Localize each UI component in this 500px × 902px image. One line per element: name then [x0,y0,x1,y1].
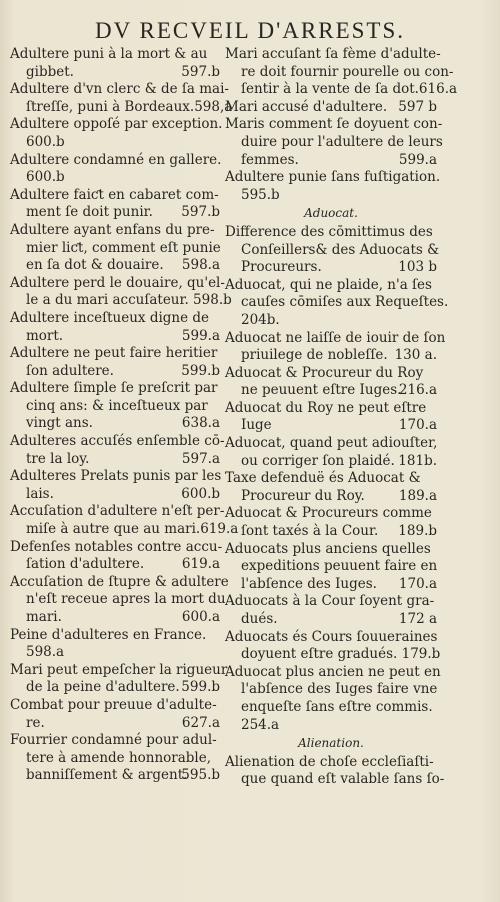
index-entry [225,223,440,277]
entry-line [10,468,220,486]
entry-text: Iuge [241,417,272,434]
page-reference: 189.a [398,487,437,504]
entry-text: 254.a [241,716,280,733]
entry-line [225,347,437,365]
index-entry [225,116,443,169]
page-reference: 599.b [181,679,220,696]
entry-text: le a du mari accuſateur. 598.b [26,292,232,309]
entry-line [10,398,220,416]
entry-text: Mari accusé d'adultere. [225,98,388,115]
entry-line [10,204,220,222]
entry-line [225,754,437,772]
entry-line [10,767,220,785]
entry-text: Adultere ne peut faire heritier [10,345,218,362]
entry-text: gibbet. [26,63,74,80]
entry-text: l'abſence des Iuges faire vne [241,681,438,698]
entry-line [225,400,437,418]
index-entry [10,380,220,433]
entry-line [10,486,220,504]
entry-text: expeditions peuuent faire en [241,558,438,575]
entry-text: Mari accuſant ſa fème d'adulte- [225,46,441,62]
running-head: DV RECVEIL D'ARRESTS. [94,18,406,43]
index-entry [225,169,441,204]
entry-line [10,345,220,363]
entry-text: Taxe defenduë és Aduocat & [225,470,421,487]
entry-text: cauſes cōmiſes aux Requeſtes. [241,294,449,311]
page-reference: 599.a [398,151,437,168]
index-entry [225,329,446,365]
entry-text: priuilege de nobleſſe. [241,347,388,364]
entry-line [10,591,226,609]
entry-text: 600.b [26,169,65,186]
index-entry [10,468,220,503]
entry-text: que quand eſt valable ſans ſo- [241,771,445,788]
index-entry [10,187,220,222]
entry-text: Adultere ſimple ſe preſcrit par [10,380,218,397]
entry-line [10,644,220,662]
entry-line [225,63,454,82]
page-reference: 627.a [181,714,220,731]
entry-text: Aduocats és Cours ſouueraines [225,628,438,645]
entry-text: l'abſence des Iuges. [241,575,377,592]
entry-text: Adultere ayant enfans du pre- [10,221,215,238]
entry-text: Adultere condamné en gallere. [10,151,222,168]
page-reference: 598.a [181,257,220,274]
entry-text: tre la loy. [26,450,90,467]
entry-line [10,556,220,574]
entry-line [10,98,233,117]
entry-line [225,629,437,647]
entry-text: Combat pour preuue d'adulte- [10,696,217,713]
entry-line [225,187,437,205]
entry-text: Maris comment ſe doyuent con- [225,116,443,133]
entry-line [225,523,437,541]
entry-text: 595.b [241,186,280,203]
entry-line [10,380,220,398]
page-reference: 638.a [181,415,220,432]
entry-line [225,646,441,664]
entry-text: ſont taxés à la Cour. [241,523,379,540]
entry-text: re. [26,714,45,731]
entry-line [225,699,437,717]
index-entry [10,116,223,151]
index-entry [225,99,437,117]
entry-line [225,329,446,348]
entry-text: Adultere faiƈt en cabaret com- [10,186,219,203]
section-heading: Alienation. [298,736,364,751]
page-reference: 595.b [181,767,220,784]
entry-text: Adultere punie ſans fuſtigation. [225,169,441,186]
entry-text: 204b. [241,311,280,328]
entry-line [225,505,437,523]
entry-line [225,224,437,242]
entry-text: Procureurs. [241,259,322,276]
entry-line [10,81,229,99]
index-entry [10,222,220,275]
entry-text: ne peuuent eſtre Iuges. [241,382,402,399]
right-column [225,46,458,789]
page-reference: 189.b [398,523,437,540]
entry-line [225,470,437,488]
entry-line [225,133,443,152]
entry-line [225,611,437,629]
entry-text: Fourrier condamné pour adul- [10,732,217,749]
entry-line [225,152,437,170]
section-heading: Aduocat. [304,206,358,221]
entry-text: dués. [241,611,278,627]
page-reference: 181b. [398,452,437,469]
entry-line [10,627,220,645]
entry-text: mort. [26,327,64,344]
page-reference: 599.a [181,327,220,344]
page-reference: 216.a [398,382,437,399]
entry-line [10,274,225,293]
page-reference: 172 a [398,611,437,627]
entry-line [225,294,449,312]
entry-text: Procureur du Roy. [241,487,365,504]
page-reference: 170.a [398,417,437,434]
page-reference: 600.a [181,609,220,625]
index-entry [10,627,220,662]
page-reference: 103 b [398,259,437,276]
page-reference: 597 b [398,98,437,115]
entry-text: Mari peut empeſcher la rigueur [10,661,228,678]
entry-text: Defenſes notables contre accu- [10,538,223,555]
index-entry [225,400,437,435]
entry-line [10,116,223,134]
entry-line [10,609,220,627]
index-entry [225,276,449,330]
entry-line [225,488,437,506]
entry-text: banniſſement & argent. [26,767,188,784]
entry-line [225,81,458,99]
index-entry [10,46,220,81]
entry-line [225,46,441,64]
entry-line [225,576,437,594]
entry-text: ſon adultere. [26,362,114,379]
index-entry [225,663,441,734]
entry-text: ſentir à la vente de ſa dot.616.a [241,81,458,98]
entry-text: ou corriger ſon plaidé. [241,452,395,469]
entry-line [10,152,220,170]
entry-line [225,277,437,295]
entry-line [10,240,220,258]
index-entry [225,505,437,540]
left-column [10,46,239,785]
entry-line [225,417,437,435]
index-entry [10,538,223,574]
entry-line [10,521,239,539]
entry-text: 598.a [26,644,65,661]
entry-line [10,415,220,433]
index-entry [10,433,225,468]
entry-text: re doit fournir pourelle ou con- [241,63,454,80]
entry-text: lais. [26,485,54,502]
entry-line [10,750,220,768]
entry-line [10,134,220,152]
index-entry [225,593,437,628]
entry-line [10,573,229,592]
index-entry [10,503,239,538]
entry-text: Adultere inceſtueux digne de [10,309,210,326]
page-reference: 597.a [181,450,220,467]
entry-line [10,679,220,697]
entry-text: Aduocat, qui ne plaide, n'a ſes [225,276,432,293]
entry-text: Adultere puni à la mort & au [10,46,208,62]
entry-line [10,187,220,205]
entry-line [10,661,228,680]
entry-text: cinq ans: & inceſtueux par [26,397,208,414]
entry-text: ſation d'adultere. [26,556,145,573]
index-entry [10,661,228,697]
index-entry [225,628,441,664]
entry-line [225,541,437,559]
entry-text: miſe à autre que au mari.619.a [26,521,239,538]
entry-text: 600.b [26,133,65,150]
index-entry [10,573,229,627]
entry-line [10,732,220,750]
entry-text: vingt ans. [26,415,93,432]
entry-text: mari. [26,609,62,625]
entry-line [225,382,437,400]
entry-line [225,663,441,682]
page-reference: 597.b [181,204,220,221]
entry-line [10,433,225,451]
entry-text: Adultere perd le douaire, qu'el- [10,274,225,291]
entry-line [225,241,440,260]
entry-text: Aduocat & Procureur du Roy [225,364,424,381]
index-entry [10,732,220,785]
entry-line [10,310,220,328]
entry-text: Adulteres Prelats punis par les [10,468,222,485]
entry-line [225,681,437,699]
entry-line [10,328,220,346]
entry-text: Adulteres accuſés enſemble cō- [10,433,225,450]
entry-text: enqueſte ſans eſtre commis. [241,698,433,715]
entry-line [10,222,220,240]
entry-text: Aduocat ne laiſſe de iouir de ſon [225,329,446,346]
index-entry [225,753,445,789]
entry-text: Aduocat, quand peut adiouſter, [225,435,438,452]
entry-line [10,169,220,187]
entry-line [225,312,437,330]
entry-line [10,292,232,310]
entry-line [225,558,437,576]
entry-line [10,46,220,64]
index-entry [225,435,437,470]
index-entry [10,81,233,116]
entry-text: Accuſation de ſtupre & adultere [10,573,229,590]
entry-text: femmes. [241,151,299,168]
entry-line [10,451,220,469]
entry-line [225,717,437,735]
index-entry [225,541,437,594]
entry-line [10,257,220,275]
entry-text: Conſeillers& des Aduocats & [241,241,440,258]
index-entry [225,365,437,400]
page-reference: 599.b [181,362,220,379]
entry-text: Alienation de choſe eccleſiaſti- [225,753,434,770]
page-reference: 170.a [398,575,437,592]
entry-line [225,169,441,187]
entry-text: Aduocats plus anciens quelles [225,540,431,557]
entry-line [225,365,437,383]
entry-text: de la peine d'adultere. [26,679,180,696]
entry-line [10,538,223,557]
entry-text: ſtreſſe, puni à Bordeaux.598,a [26,98,233,115]
index-entry [10,345,220,380]
entry-text: Adultere d'vn clerc & de ſa mai- [10,81,229,98]
entry-text: Aduocats à la Cour ſoyent gra- [225,593,435,610]
index-entry [10,274,232,310]
entry-line [225,259,437,277]
entry-line [225,771,445,789]
entry-text: duire pour l'adultere de leurs [241,133,443,150]
entry-text: ment ſe doit punir. [26,204,153,221]
entry-text: Aduocat plus ancien ne peut en [225,663,441,680]
entry-line [10,64,220,82]
entry-line [10,697,220,715]
index-entry [225,46,458,99]
entry-line [225,435,437,453]
entry-line [225,593,437,611]
index-entry [10,697,220,732]
page-reference: 597.b [181,63,220,80]
entry-text: Adultere oppoſé par exception. [10,116,223,133]
page-reference: 600.b [181,485,220,502]
entry-line [10,715,220,733]
index-entry [10,310,220,345]
index-entry [10,152,220,187]
entry-text: doyuent eſtre gradués. 179.b [241,646,441,663]
entry-text: Aduocat & Procureurs comme [225,505,432,522]
entry-text: Aduocat du Roy ne peut eſtre [225,399,427,416]
index-entry [225,470,437,505]
entry-line [225,453,437,471]
entry-line [225,99,437,117]
entry-line [10,503,225,521]
page-reference: 130 a. [394,347,437,364]
page-reference: 619.a [181,556,220,573]
entry-line [225,116,443,134]
entry-text: en ſa dot & douaire. [26,257,164,274]
entry-text: Difference des cōmittimus des [225,223,433,240]
entry-text: Accuſation d'adultere n'eſt per- [10,503,225,520]
entry-text: tere à amende honnorable, [26,749,212,766]
entry-text: Peine d'adulteres en France. [10,626,207,643]
entry-text: n'eſt receue apres la mort du [26,591,226,608]
entry-text: mier liƈt, comment eſt punie [26,239,221,256]
entry-line [10,363,220,381]
